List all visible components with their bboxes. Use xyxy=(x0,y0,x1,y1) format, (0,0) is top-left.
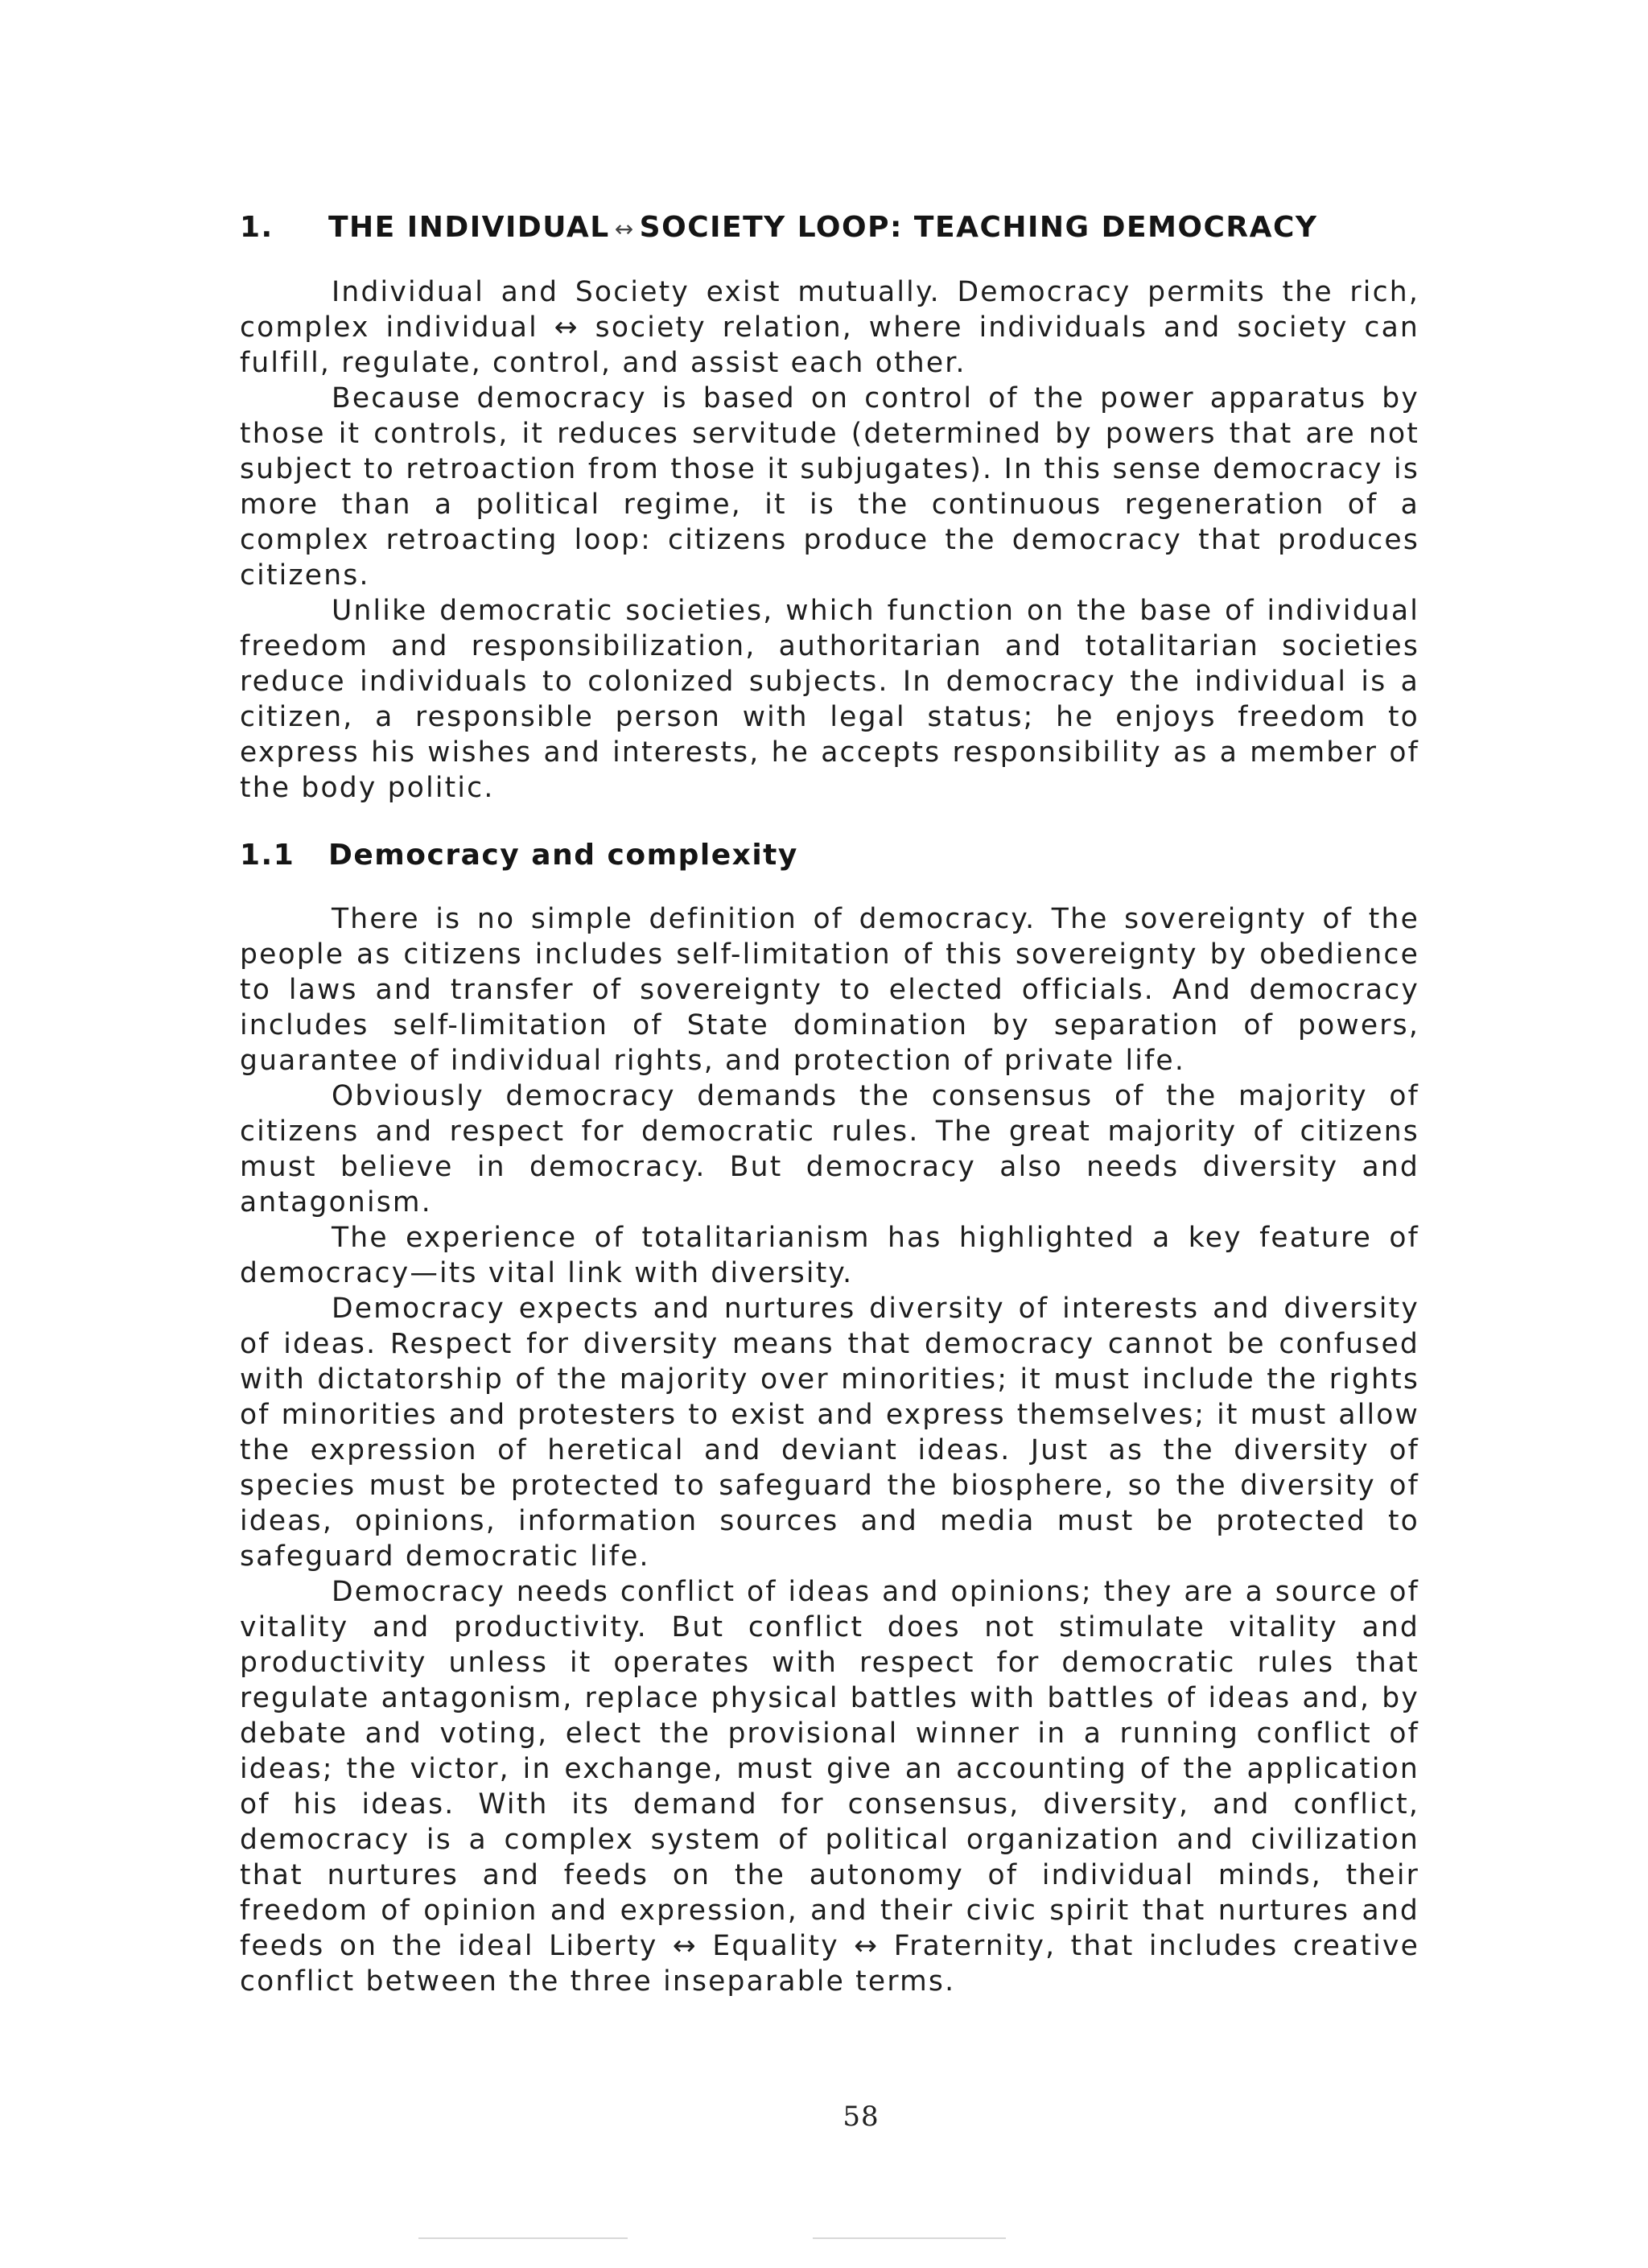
section-number: 1. xyxy=(240,211,274,244)
subsection-heading xyxy=(240,839,798,872)
paragraph: Because democracy is based on control of the power apparatus by those it controls, it reduces servitude (determined by powers that are not subject to retroaction from those it subjugates). In this sense democracy is more than a political regime, it is the continuous regeneration of a complex retroacting loop: citizens produce the democracy that produces citizens. xyxy=(240,382,1419,592)
paragraph: Individual and Society exist mutually. Democracy permits the rich, complex individual ↔ society relation, where individuals and society can fulfill, regulate, control, and assist each other. xyxy=(240,276,1419,379)
scan-artifact xyxy=(418,2237,628,2239)
paragraph: Unlike democratic societies, which function on the base of individual freedom and responsibilization, authoritarian and totalitarian societies reduce individuals to colonized subjects. In democracy the individual is a citizen, a responsible person with legal status; he enjoys freedom to express his wishes and interests, he accepts responsibility as a member of the body politic. xyxy=(240,595,1419,804)
subsection-number: 1.1 xyxy=(240,839,295,872)
subsection-body xyxy=(240,901,1419,1999)
scan-artifact xyxy=(813,2237,1006,2239)
paragraph: The experience of totalitarianism has highlighted a key feature of democracy—its vital link with diversity. xyxy=(240,1222,1419,1289)
section-heading xyxy=(240,211,1318,244)
bidirectional-arrow-icon: ↔ xyxy=(614,216,635,242)
section-body xyxy=(240,274,1419,806)
paragraph: There is no simple definition of democracy. The sovereignty of the people as citizens includes self-limitation of this sovereignty by obedience to laws and transfer of sovereignty to elected officials. And democracy includes self-limitation of State domination by separation of powers, guarantee of individual rights, and protection of private life. xyxy=(240,903,1419,1077)
subsection-title: Democracy and complexity xyxy=(328,839,798,872)
paragraph: Democracy expects and nurtures diversity of interests and diversity of ideas. Respect for diversity means that democracy cannot be confused with dictatorship of the majority over minorities; it must include the rights of minorities and protesters to exist and express themselves; it must allow the expression of heretical and deviant ideas. Just as the diversity of species must be protected to safeguard the biosphere, so the diversity of ideas, opinions, information sources and media must be protected to safeguard democratic life. xyxy=(240,1293,1419,1573)
paragraph: Obviously democracy demands the consensus of the majority of citizens and respect for democratic rules. The great majority of citizens must believe in democracy. But democracy also needs diversity and antagonism. xyxy=(240,1080,1419,1219)
section-title-part1: THE INDIVIDUAL xyxy=(328,211,610,244)
section-title-part2: SOCIETY LOOP: TEACHING DEMOCRACY xyxy=(639,211,1318,244)
paragraph: Democracy needs conflict of ideas and opinions; they are a source of vitality and productivity. But conflict does not stimulate vitality and productivity unless it operates with respect for democratic rules that regulate antagonism, replace physical battles with battles of ideas and, by debate and voting, elect the provisional winner in a running conflict of ideas; the victor, in exchange, must give an accounting of the application of his ideas. With its demand for consensus, diversity, and conflict, democracy is a complex system of political organization and civilization that nurtures and feeds on the autonomy of individual minds, their freedom of opinion and expression, and their civic spirit that nurtures and feeds on the ideal Liberty ↔ Equality ↔ Fraternity, that includes creative conflict between the three inseparable terms. xyxy=(240,1576,1419,1998)
page-number: 58 xyxy=(843,2101,880,2133)
